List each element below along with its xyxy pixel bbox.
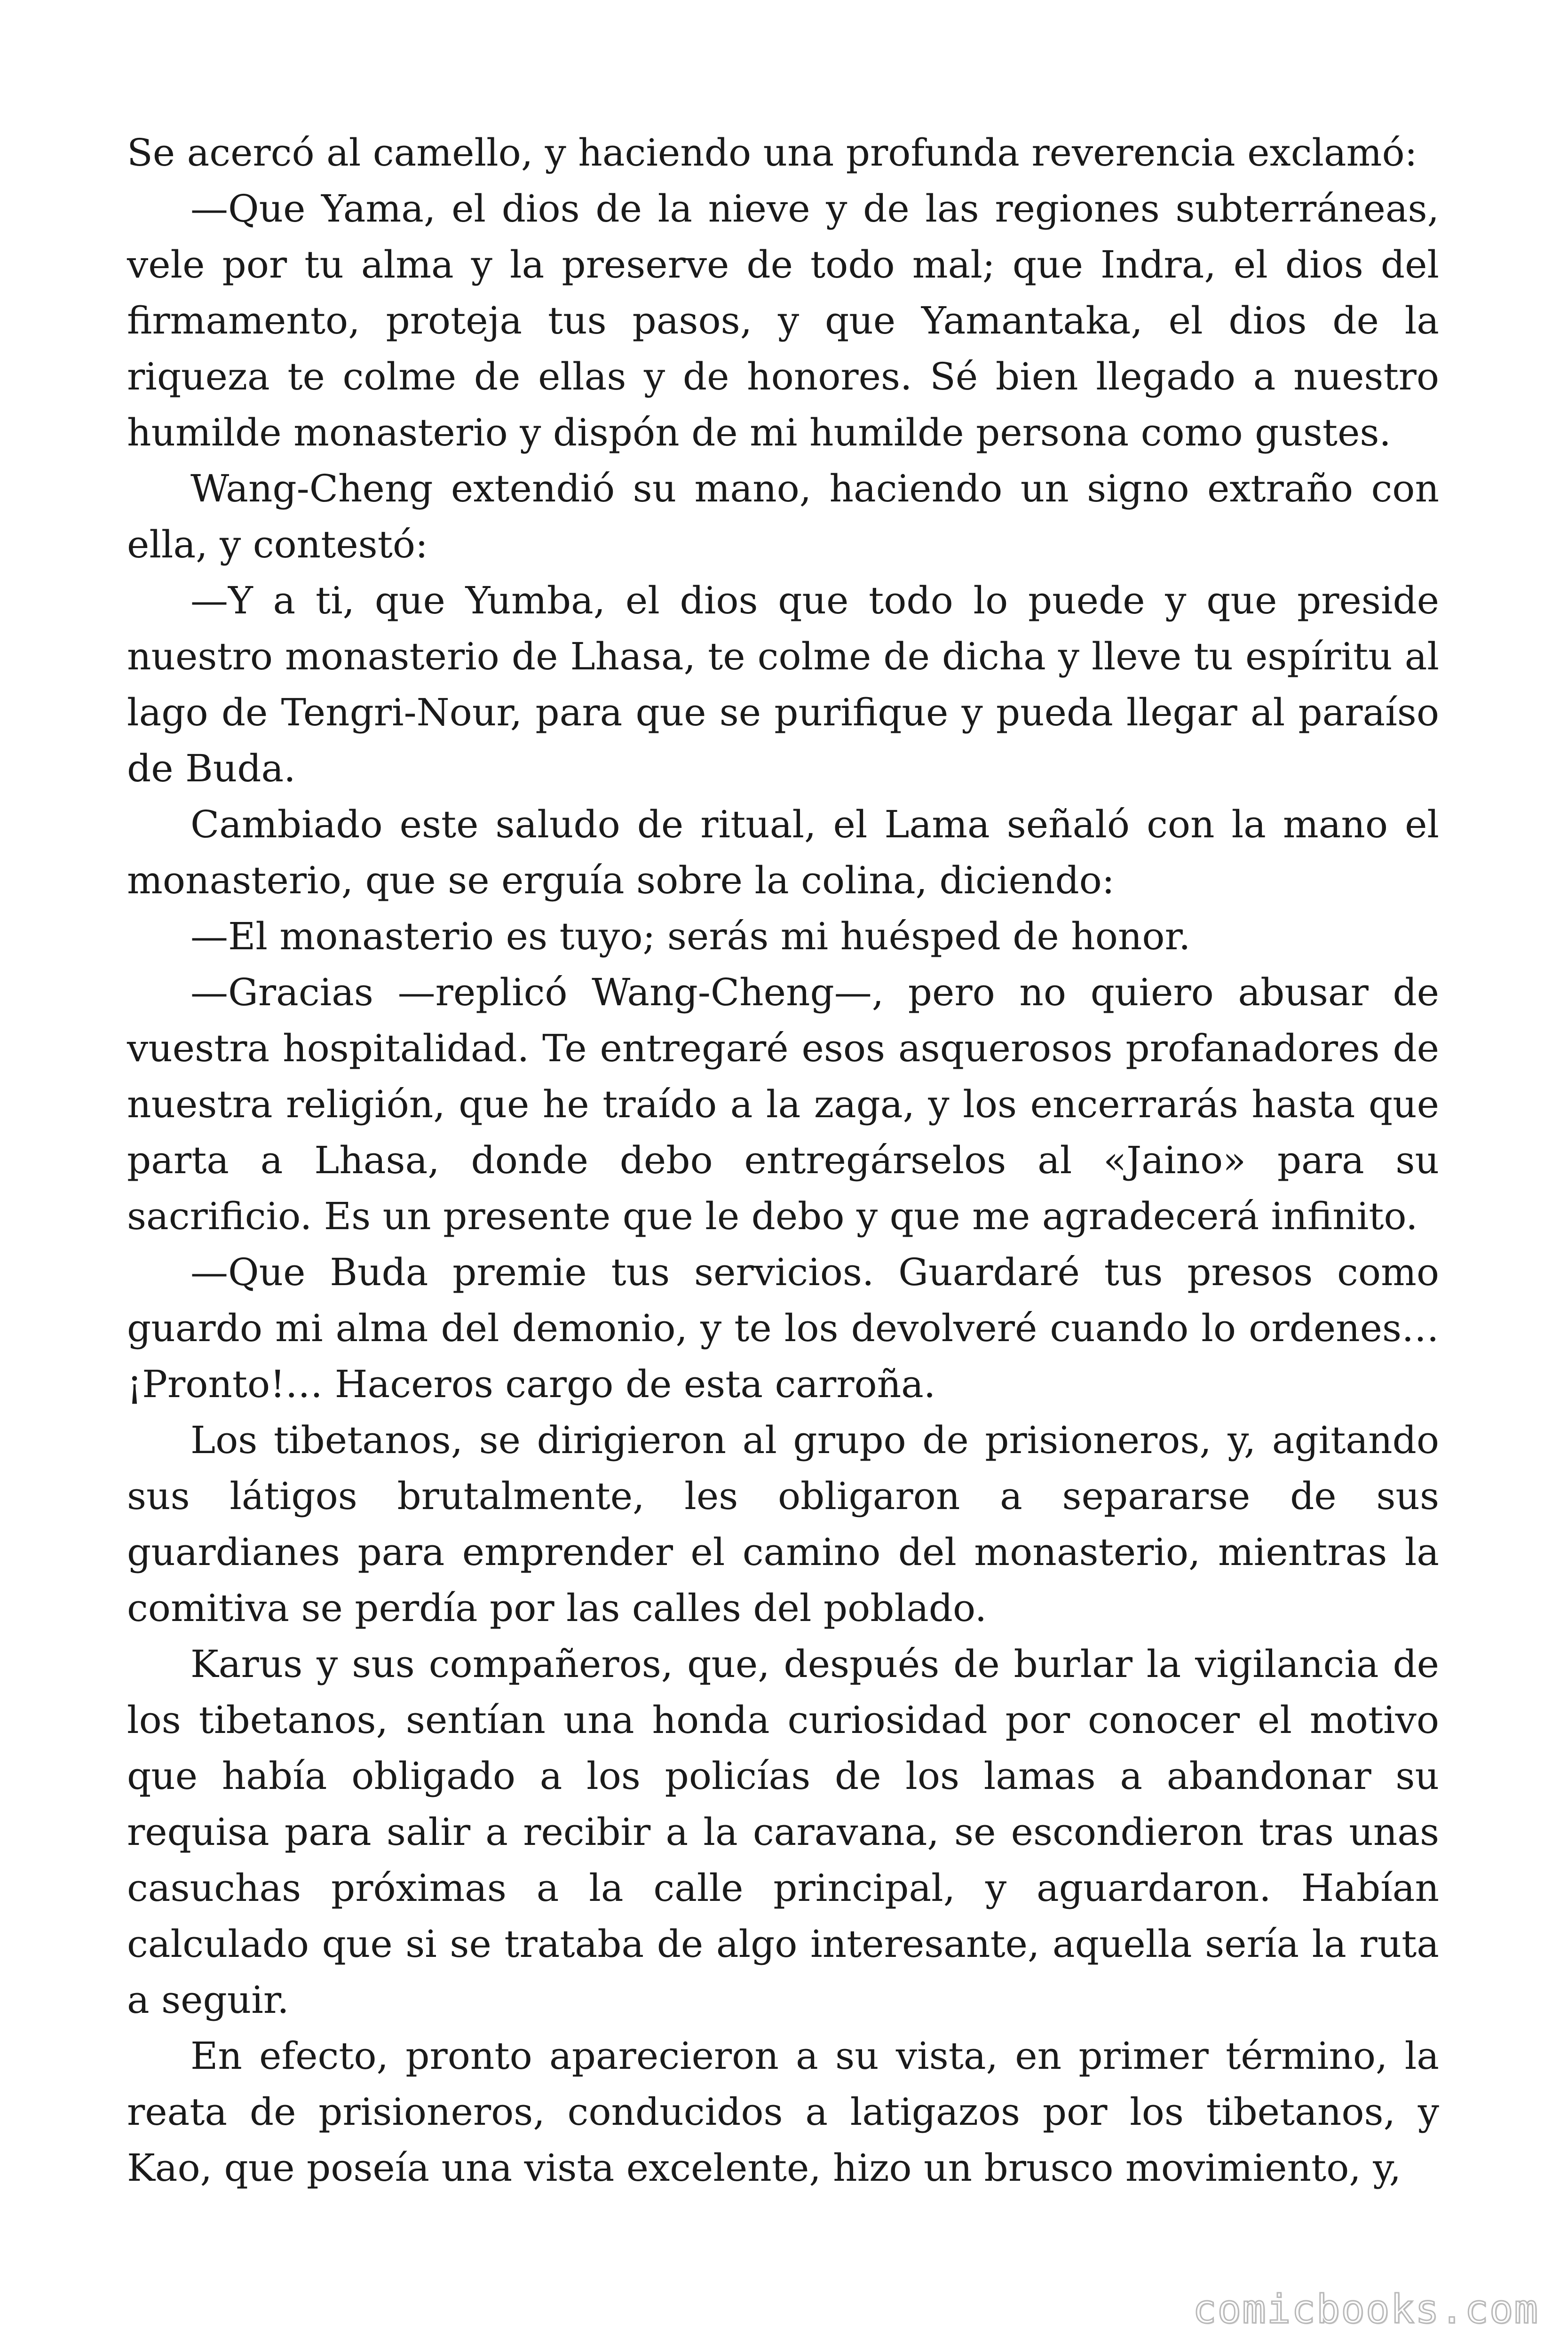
paragraph: —Que Buda premie tus servicios. Guardaré tus presos como guardo mi alma del demonio, y te los devolveré cuando lo ordenes… ¡Pronto!… Haceros cargo de esta carroña. [127,1250,1439,1406]
paragraph: Se acercó al camello, y haciendo una profunda reverencia exclamó: [127,131,1418,175]
paragraph: Karus y sus compañeros, que, después de burlar la vigilancia de los tibetanos, sentían una honda curiosidad por conocer el motivo que había obligado a los policías de los lamas a abandonar su requisa para salir a recibir a la caravana, se escondieron tras unas casuchas próximas a la calle principal, y aguardaron. Habían calculado que si se trataba de algo interesante, aquella sería la ruta a seguir. [127,1642,1439,2022]
paragraph: En efecto, pronto aparecieron a su vista, en primer término, la reata de prisioneros, conducidos a latigazos por los tibetanos, y Kao, que poseía una vista excelente, hizo un brusco movimiento, y, [127,2034,1439,2190]
paragraph: Los tibetanos, se dirigieron al grupo de prisioneros, y, agitando sus látigos brutalmente, les obligaron a separarse de sus guardianes para emprender el camino del monasterio, mientras la comitiva se perdía por las calles del poblado. [127,1418,1439,1630]
paragraph: Cambiado este saludo de ritual, el Lama señaló con la mano el monasterio, que se erguía sobre la colina, diciendo: [127,803,1439,902]
paragraph: —Que Yama, el dios de la nieve y de las regiones subterráneas, vele por tu alma y la preserve de todo mal; que Indra, el dios del firmamento, proteja tus pasos, y que Yamantaka, el dios de la riqueza te colme de ellas y de honores. Sé bien llegado a nuestro humilde monasterio y dispón de mi humilde persona como gustes. [127,187,1439,454]
paragraph: —Y a ti, que Yumba, el dios que todo lo puede y que preside nuestro monasterio de Lhasa, te colme de dicha y lleve tu espíritu al lago de Tengri-Nour, para que se purifique y pueda llegar al paraíso de Buda. [127,579,1439,790]
paragraph: —Gracias —replicó Wang-Cheng—, pero no quiero abusar de vuestra hospitalidad. Te entregaré esos asquerosos profanadores de nuestra religión, que he traído a la zaga, y los encerrarás hasta que parta a Lhasa, donde debo entregárselos al «Jaino» para su sacrificio. Es un presente que le debo y que me agradecerá infinito. [127,970,1439,1238]
watermark: comicbooks.com [1192,2286,1539,2332]
book-text [127,125,1439,2196]
paragraph: Wang-Cheng extendió su mano, haciendo un signo extraño con ella, y contestó: [127,467,1439,566]
paragraph: —El monasterio es tuyo; serás mi huésped de honor. [190,914,1191,958]
page-body [127,125,1439,2288]
